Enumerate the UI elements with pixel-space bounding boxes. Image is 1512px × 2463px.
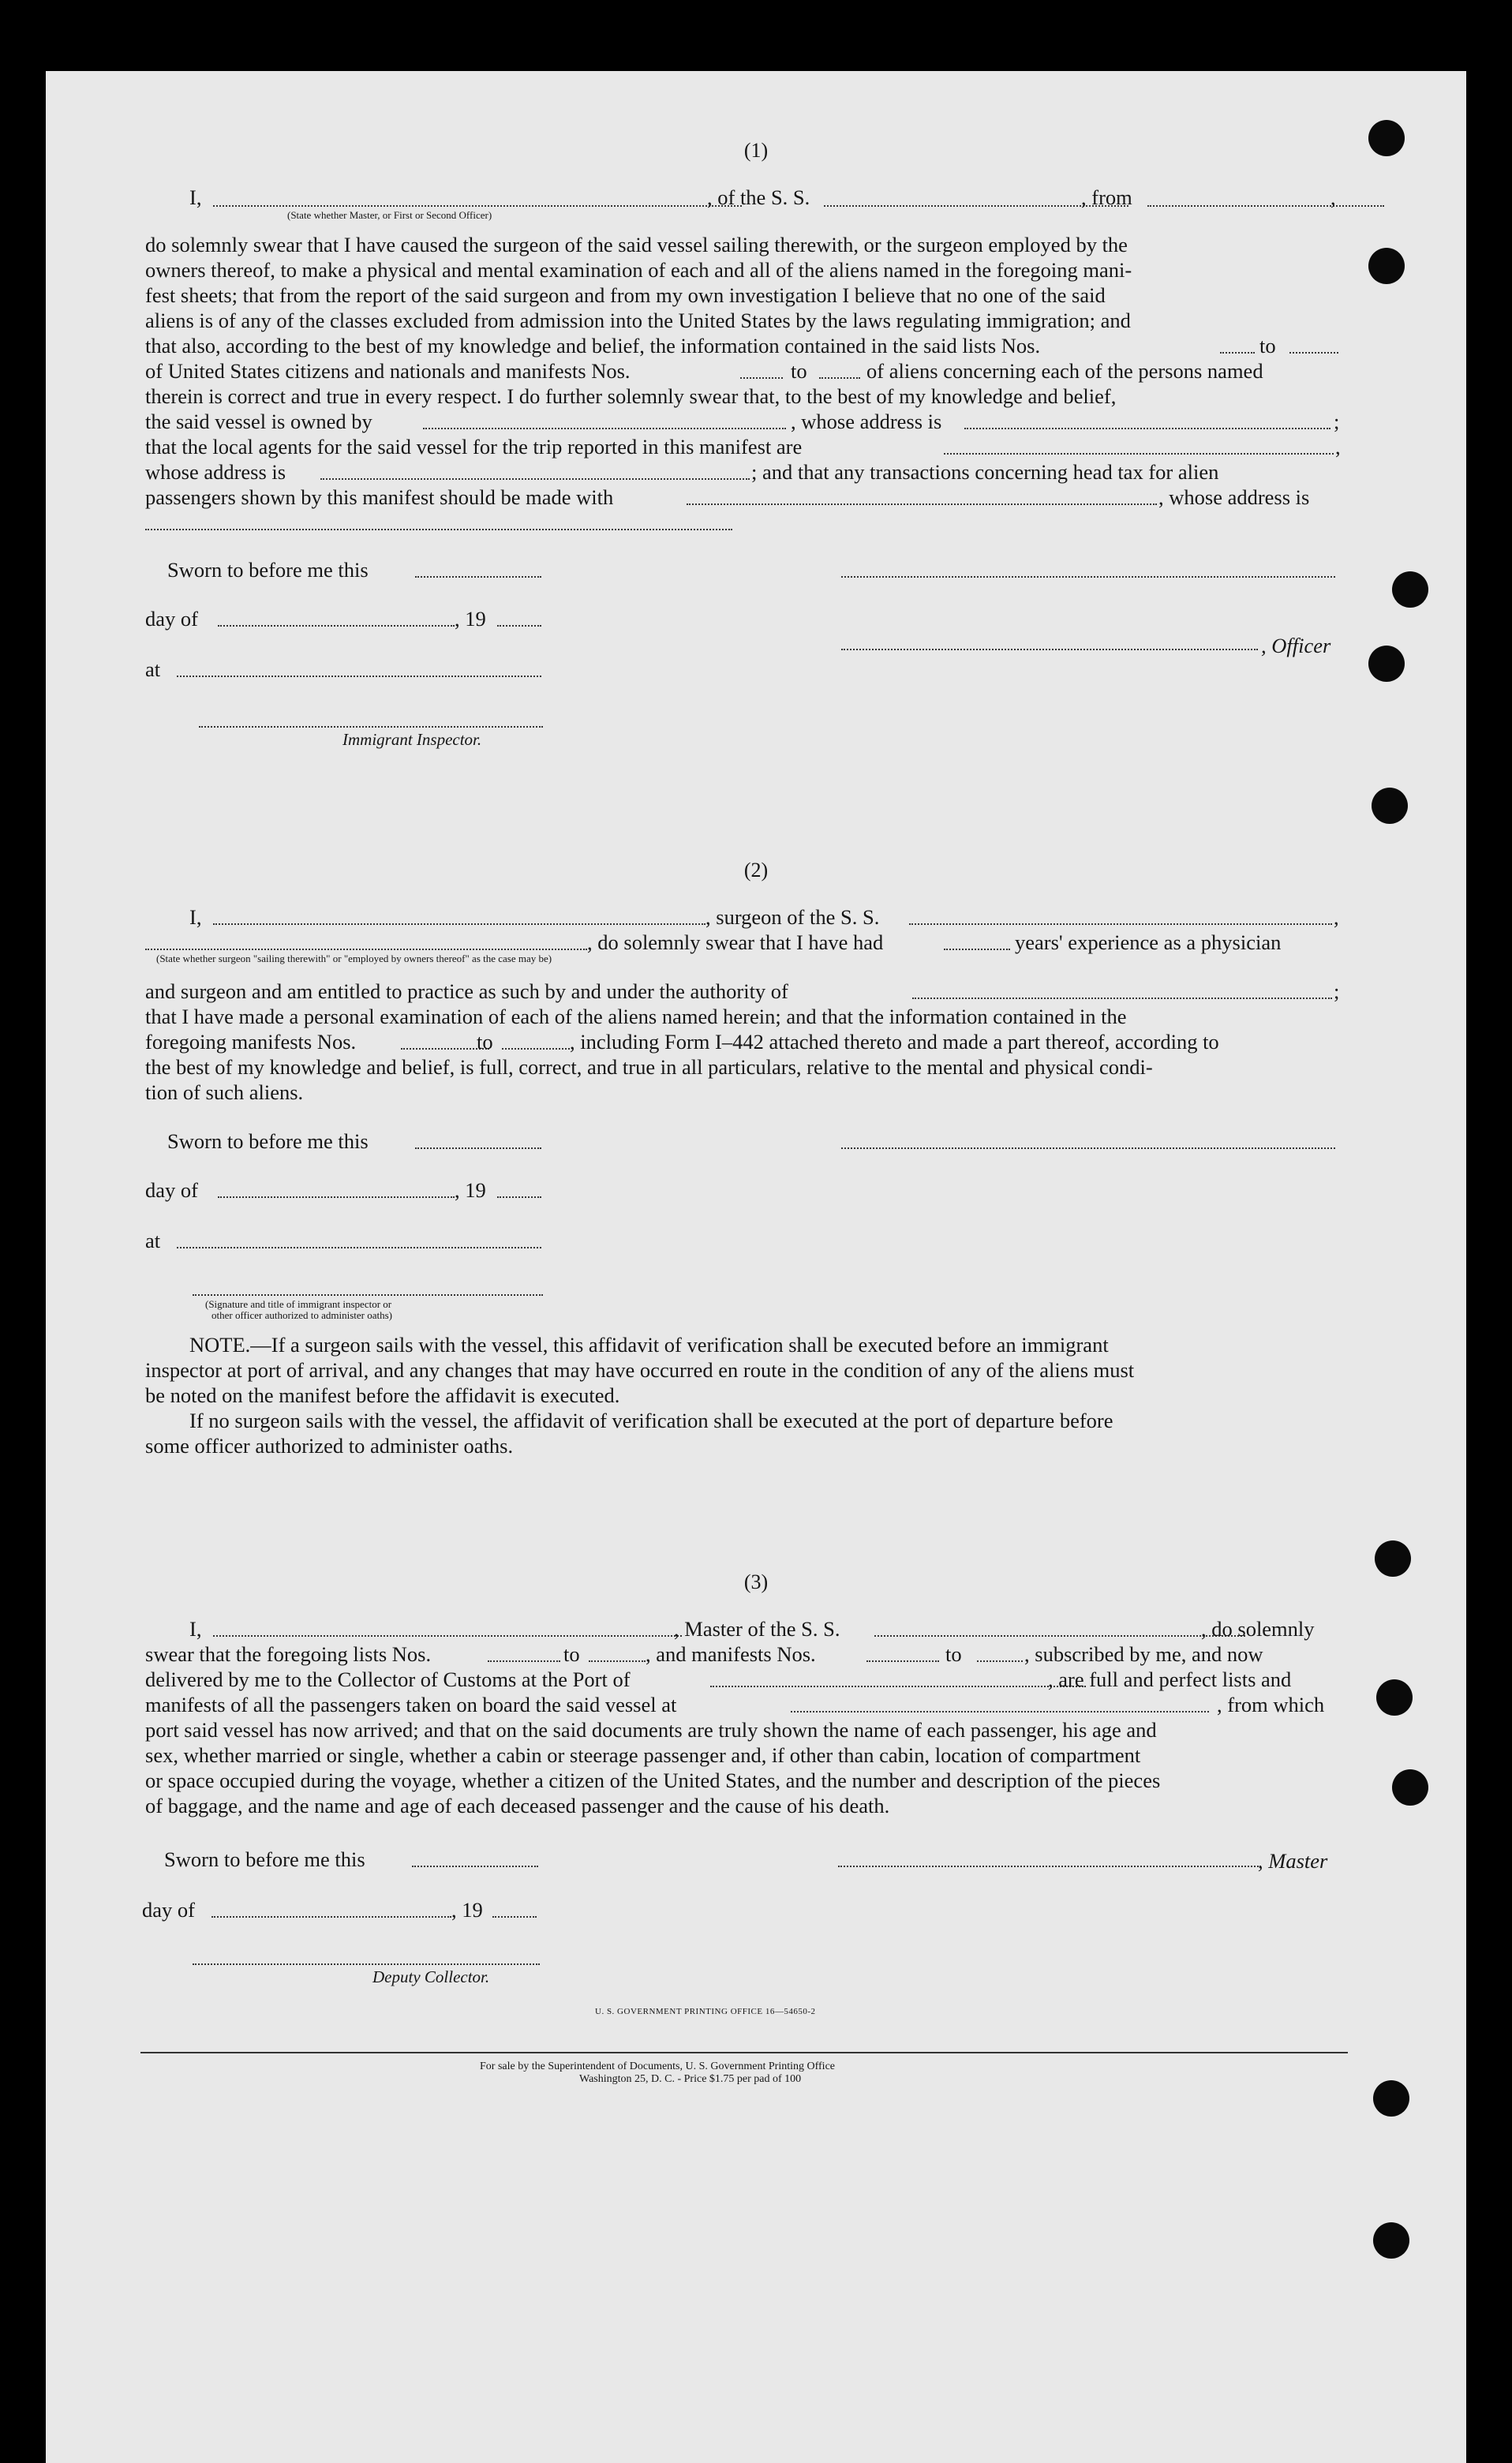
s3-lists-from-field[interactable] <box>488 1660 560 1662</box>
binder-hole <box>1392 1769 1428 1806</box>
binder-hole <box>1375 1540 1411 1577</box>
s3-ship-name-field[interactable] <box>874 1635 1245 1637</box>
s2-note-line: some officer authorized to administer oaths. <box>145 1434 514 1458</box>
s1-line-11-end: ; and that any transactions concerning head tax for alien <box>751 460 1219 484</box>
s1-officer-signature-field[interactable] <box>841 576 1335 578</box>
binder-hole <box>1373 2080 1409 2117</box>
s1-line-12-end: , whose address is <box>1158 485 1310 509</box>
s1-line-7: of United States citizens and nationals and manifests Nos. <box>145 359 631 383</box>
s2-line-3: and surgeon and am entitled to practice as such by and under the authority of <box>145 979 788 1003</box>
s1-body-line: aliens is of any of the classes excluded from admission into the United States by the laws regulating immigration; and <box>145 309 1131 332</box>
s2-year-prefix: , 19 <box>455 1178 486 1202</box>
s1-rank-hint: (State whether Master, or First or Second Officer) <box>287 209 492 221</box>
s3-year-field[interactable] <box>492 1916 537 1918</box>
s3-master-name-field[interactable] <box>213 1635 682 1637</box>
s1-year-prefix: , 19 <box>455 607 486 631</box>
s2-line-2-end: years' experience as a physician <box>1015 930 1282 954</box>
s2-signature-hint-2: other officer authorized to administer oaths) <box>211 1309 392 1321</box>
binder-hole <box>1373 2222 1409 2259</box>
s2-day-of-label: day of <box>145 1178 198 1202</box>
binder-hole <box>1392 571 1428 608</box>
binder-hole <box>1376 1679 1413 1716</box>
s2-line-5-end: , including Form I–442 attached thereto and made a part thereof, according to <box>570 1030 1219 1054</box>
s3-master-label: , Master <box>1258 1849 1328 1873</box>
s2-ship-name-field[interactable] <box>909 923 1332 925</box>
s3-manifests-from-field[interactable] <box>866 1660 939 1662</box>
s2-sworn-label: Sworn to before me this <box>167 1129 369 1153</box>
s1-body-line: do solemnly swear that I have caused the surgeon of the said vessel sailing therewith, or the surgeon employed by the <box>145 233 1128 256</box>
s3-line-1-end: , do solemnly <box>1201 1617 1315 1641</box>
s1-head-tax-contact-field[interactable] <box>687 503 1157 505</box>
s1-month-field[interactable] <box>218 625 455 627</box>
s1-label-from: , from <box>1081 185 1132 209</box>
s3-line-2-end: , subscribed by me, and now <box>1024 1642 1263 1666</box>
s3-boarding-port-field[interactable] <box>791 1711 1209 1712</box>
s1-from-port-field[interactable] <box>1147 205 1384 207</box>
s1-lists-to-field[interactable] <box>1289 352 1338 354</box>
s2-status-hint: (State whether surgeon "sailing therewith" or "employed by owners thereof" as the case may be) <box>156 953 552 964</box>
s1-sworn-label: Sworn to before me this <box>167 558 369 582</box>
s2-inspector-signature-field[interactable] <box>193 1294 543 1296</box>
s3-body-line: or space occupied during the voyage, whether a citizen of the United States, and the number and description of the pieces <box>145 1769 1161 1792</box>
s3-line-2: swear that the foregoing lists Nos. <box>145 1642 432 1666</box>
s2-month-field[interactable] <box>218 1196 455 1198</box>
s2-line-5: foregoing manifests Nos. <box>145 1030 357 1054</box>
s3-line-3: delivered by me to the Collector of Customs at the Port of <box>145 1668 631 1691</box>
s1-manifests-to-field[interactable] <box>819 377 860 379</box>
s2-line-4: that I have made a personal examination of each of the aliens named herein; and that the information contained in the <box>145 1005 1127 1028</box>
section-1-number: (1) <box>743 139 769 162</box>
s1-line-6-to: to <box>1259 334 1276 357</box>
s1-officer-title-field[interactable] <box>841 649 1258 650</box>
s1-inspector-label: Immigrant Inspector. <box>342 730 482 749</box>
s2-line-5-to: to <box>477 1030 493 1054</box>
s1-body-line: fest sheets; that from the report of the said surgeon and from my own investigation I believe that no one of the said <box>145 283 1106 307</box>
s2-manifests-to-field[interactable] <box>502 1048 570 1050</box>
s1-line-7-to: to <box>791 359 807 383</box>
s1-comma: , <box>1330 185 1336 209</box>
s2-years-field[interactable] <box>944 949 1010 950</box>
s2-at-label: at <box>145 1229 161 1252</box>
s1-lists-from-field[interactable] <box>1220 352 1255 354</box>
s1-at-label: at <box>145 657 161 681</box>
s3-manifests-to-field[interactable] <box>977 1660 1023 1662</box>
s1-line-10-end: , <box>1335 435 1341 459</box>
binder-hole <box>1368 248 1405 284</box>
gpo-imprint: U. S. GOVERNMENT PRINTING OFFICE 16—54650-2 <box>595 2007 816 2016</box>
footer-rule <box>140 2052 1348 2053</box>
s3-label-master: , Master of the S. S. <box>674 1617 840 1641</box>
s2-line-2: , do solemnly swear that I have had <box>587 930 884 954</box>
s2-signature-hint-1: (Signature and title of immigrant inspector or <box>205 1298 392 1310</box>
s3-body-line: sex, whether married or single, whether a cabin or steerage passenger and, if other than cabin, location of compartment <box>145 1743 1141 1767</box>
s1-manifests-from-field[interactable] <box>740 377 783 379</box>
s2-line-7: tion of such aliens. <box>145 1080 304 1104</box>
s1-line-9: the said vessel is owned by <box>145 410 372 433</box>
s3-label-i: I, <box>189 1617 202 1641</box>
s3-line-2-to2: to <box>945 1642 962 1666</box>
s1-agents-address-field[interactable] <box>320 478 750 480</box>
s3-body-line: of baggage, and the name and age of each deceased passenger and the cause of his death. <box>145 1794 890 1817</box>
s1-line-7-end: of aliens concerning each of the persons named <box>866 359 1263 383</box>
s1-owner-address-field[interactable] <box>964 428 1330 429</box>
s3-line-2-mid: , and manifests Nos. <box>646 1642 816 1666</box>
s2-note-line: NOTE.—If a surgeon sails with the vessel, this affidavit of verification shall be executed before an immigrant <box>189 1333 1109 1357</box>
section-2-number: (2) <box>743 859 769 882</box>
s3-month-field[interactable] <box>211 1916 451 1918</box>
s2-note-line: inspector at port of arrival, and any changes that may have occurred en route in the condition of any of the aliens must <box>145 1358 1135 1382</box>
s1-officer-rank-field[interactable] <box>213 205 742 207</box>
binder-hole <box>1368 120 1405 156</box>
s3-line-4-end: , from which <box>1217 1693 1325 1716</box>
s2-label-i: I, <box>189 905 202 929</box>
form-sheet <box>46 71 1466 2463</box>
s2-label-surgeon: , surgeon of the S. S. <box>705 905 880 929</box>
binder-hole <box>1368 646 1405 682</box>
s2-surgeon-signature-field[interactable] <box>841 1147 1335 1149</box>
s1-line-11: whose address is <box>145 460 286 484</box>
s2-authority-field[interactable] <box>912 998 1332 999</box>
s1-line-6: that also, according to the best of my knowledge and belief, the information contained in the said lists Nos. <box>145 334 1041 357</box>
s1-body-line: owners thereof, to make a physical and mental examination of each and all of the aliens named in the foregoing mani- <box>145 258 1132 282</box>
s2-sworn-day-field[interactable] <box>415 1147 541 1149</box>
binder-hole <box>1372 788 1408 824</box>
s3-lists-to-field[interactable] <box>589 1660 646 1662</box>
s2-note-line: If no surgeon sails with the vessel, the affidavit of verification shall be executed at the port of departure before <box>189 1409 1113 1432</box>
s1-line-8: therein is correct and true in every respect. I do further solemnly swear that, to the best of my knowledge and belief, <box>145 384 1117 408</box>
s2-year-field[interactable] <box>497 1196 541 1198</box>
s1-line-12: passengers shown by this manifest should be made with <box>145 485 614 509</box>
s1-line-9-end: ; <box>1334 410 1340 433</box>
s2-line-3-end: ; <box>1334 979 1340 1003</box>
s1-owner-field[interactable] <box>423 428 786 429</box>
s1-label-i: I, <box>189 185 202 209</box>
s2-line-6: the best of my knowledge and belief, is full, correct, and true in all particulars, relative to the mental and physical condi- <box>145 1055 1153 1079</box>
sale-line-2: Washington 25, D. C. - Price $1.75 per pad of 100 <box>579 2073 802 2085</box>
s1-local-agents-field[interactable] <box>944 453 1334 455</box>
s2-surgeon-name-field[interactable] <box>213 923 705 925</box>
s2-note-line: be noted on the manifest before the affidavit is executed. <box>145 1383 620 1407</box>
s3-collector-signature-field[interactable] <box>193 1963 540 1965</box>
section-3-number: (3) <box>743 1570 769 1593</box>
s1-year-field[interactable] <box>497 625 541 627</box>
s3-sworn-day-field[interactable] <box>412 1866 538 1867</box>
s1-line-9-mid: , whose address is <box>791 410 942 433</box>
s1-officer-label: , Officer <box>1261 634 1331 657</box>
s3-year-prefix: , 19 <box>451 1898 483 1922</box>
s3-line-2-to: to <box>563 1642 580 1666</box>
s3-port-field[interactable] <box>710 1686 1086 1687</box>
s1-head-tax-address-field[interactable] <box>145 529 732 530</box>
s1-label-of-ss: , of the S. S. <box>707 185 810 209</box>
s3-master-signature-field[interactable] <box>838 1866 1261 1867</box>
s3-line-3-end: , are full and perfect lists and <box>1048 1668 1292 1691</box>
s1-inspector-signature-field[interactable] <box>199 726 543 728</box>
s3-line-4: manifests of all the passengers taken on board the said vessel at <box>145 1693 677 1716</box>
s3-body <box>145 1717 1340 1818</box>
s1-body <box>145 232 1340 333</box>
s3-body-line: port said vessel has now arrived; and that on the said documents are truly shown the name of each passenger, his age and <box>145 1718 1157 1742</box>
s2-sailing-status-field[interactable] <box>145 949 587 950</box>
s2-comma: , <box>1334 905 1339 929</box>
sale-line-1: For sale by the Superintendent of Documents, U. S. Government Printing Office <box>480 2061 835 2072</box>
s2-place-field[interactable] <box>177 1247 541 1248</box>
s3-day-of-label: day of <box>142 1898 195 1922</box>
s1-day-of-label: day of <box>145 607 198 631</box>
s3-sworn-label: Sworn to before me this <box>164 1847 365 1871</box>
s3-deputy-label: Deputy Collector. <box>372 1967 490 1986</box>
s1-line-10: that the local agents for the said vessel for the trip reported in this manifest are <box>145 435 803 459</box>
s1-place-field[interactable] <box>177 676 541 677</box>
s1-sworn-day-field[interactable] <box>415 576 541 578</box>
